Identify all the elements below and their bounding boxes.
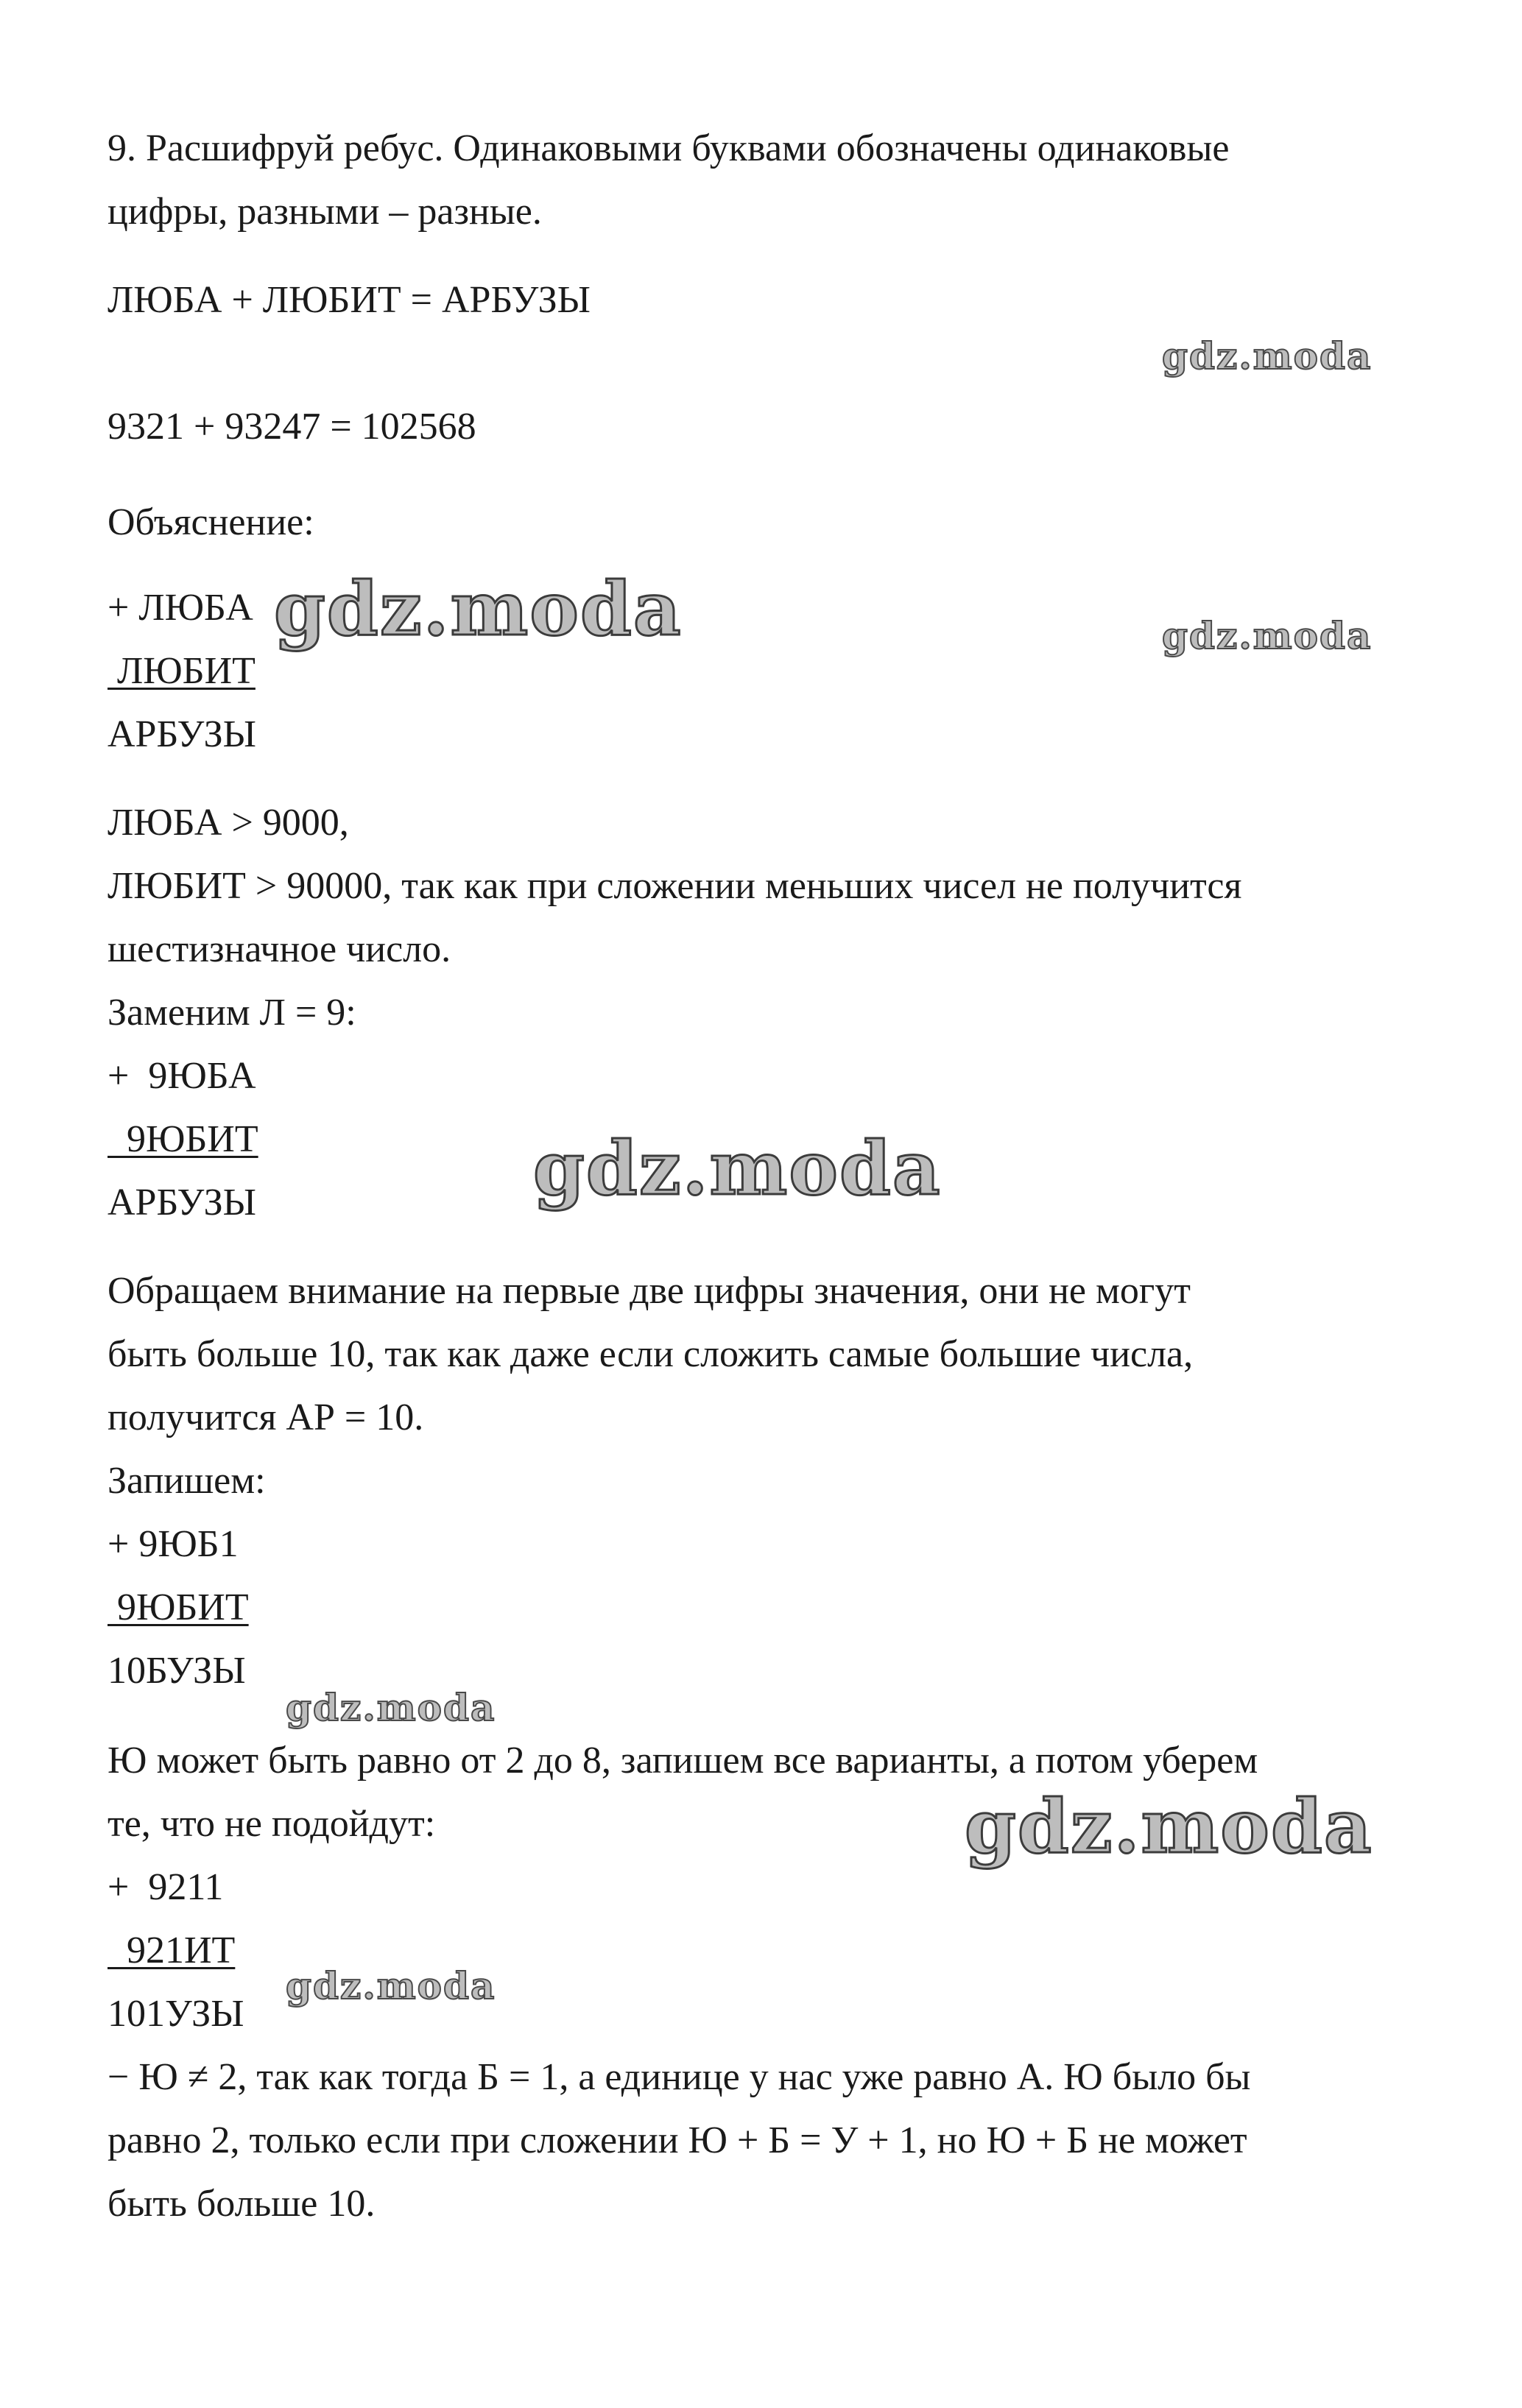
column-sum: 101УЗЫ	[108, 1993, 244, 2035]
write-note: Запишем:	[108, 1460, 266, 1502]
column-addend-1: + 9ЮБ1	[108, 1523, 239, 1565]
inequality-1: ЛЮБА > 9000,	[108, 802, 349, 844]
watermark-logo: gdz.moda	[1162, 614, 1373, 657]
paragraph-line: − Ю ≠ 2, так как тогда Б = 1, а единице у нас уже равно А. Ю было бы	[108, 2056, 1251, 2098]
column-sum: АРБУЗЫ	[108, 1182, 257, 1224]
substitution-note: Заменим Л = 9:	[108, 992, 356, 1034]
paragraph-line: те, что не подойдут:	[108, 1803, 436, 1845]
task-statement-line-1: 9. Расшифруй ребус. Одинаковыми буквами обозначены одинаковые	[108, 127, 1230, 169]
column-addend-2: 9ЮБИТ	[108, 1586, 249, 1628]
column-addend-2: 921ИТ	[108, 1929, 236, 1971]
paragraph-line: быть больше 10, так как даже если сложить самые большие числа,	[108, 1333, 1194, 1375]
watermark-logo: gdz.moda	[286, 1964, 496, 2008]
watermark-logo: gdz.moda	[274, 565, 683, 652]
inequality-2: ЛЮБИТ > 90000, так как при сложении меньших чисел не получится	[108, 865, 1242, 907]
paragraph-line: равно 2, только если при сложении Ю + Б = У + 1, но Ю + Б не может	[108, 2119, 1247, 2161]
explanation-heading: Объяснение:	[108, 501, 314, 543]
paragraph-line: получится АР = 10.	[108, 1397, 424, 1438]
column-addend-1: + 9ЮБА	[108, 1055, 256, 1097]
column-addend-2: 9ЮБИТ	[108, 1118, 258, 1160]
paragraph-line: Обращаем внимание на первые две цифры значения, они не могут	[108, 1270, 1191, 1312]
column-sum: 10БУЗЫ	[108, 1650, 246, 1692]
answer-equation: 9321 + 93247 = 102568	[108, 406, 476, 448]
paragraph-line: быть больше 10.	[108, 2183, 376, 2225]
watermark-logo: gdz.moda	[965, 1783, 1373, 1870]
task-statement-line-2: цифры, разными – разные.	[108, 191, 542, 233]
paragraph-line: Ю может быть равно от 2 до 8, запишем все варианты, а потом уберем	[108, 1740, 1258, 1782]
watermark-logo: gdz.moda	[286, 1686, 496, 1729]
column-addend-2: ЛЮБИТ	[108, 650, 256, 692]
column-sum: АРБУЗЫ	[108, 713, 257, 755]
column-addend-1: + ЛЮБА	[108, 587, 253, 629]
watermark-logo: gdz.moda	[533, 1125, 942, 1212]
column-addend-1: + 9211	[108, 1866, 224, 1908]
watermark-logo: gdz.moda	[1162, 334, 1373, 378]
puzzle-equation: ЛЮБА + ЛЮБИТ = АРБУЗЫ	[108, 279, 591, 321]
inequality-2-cont: шестизначное число.	[108, 928, 451, 970]
